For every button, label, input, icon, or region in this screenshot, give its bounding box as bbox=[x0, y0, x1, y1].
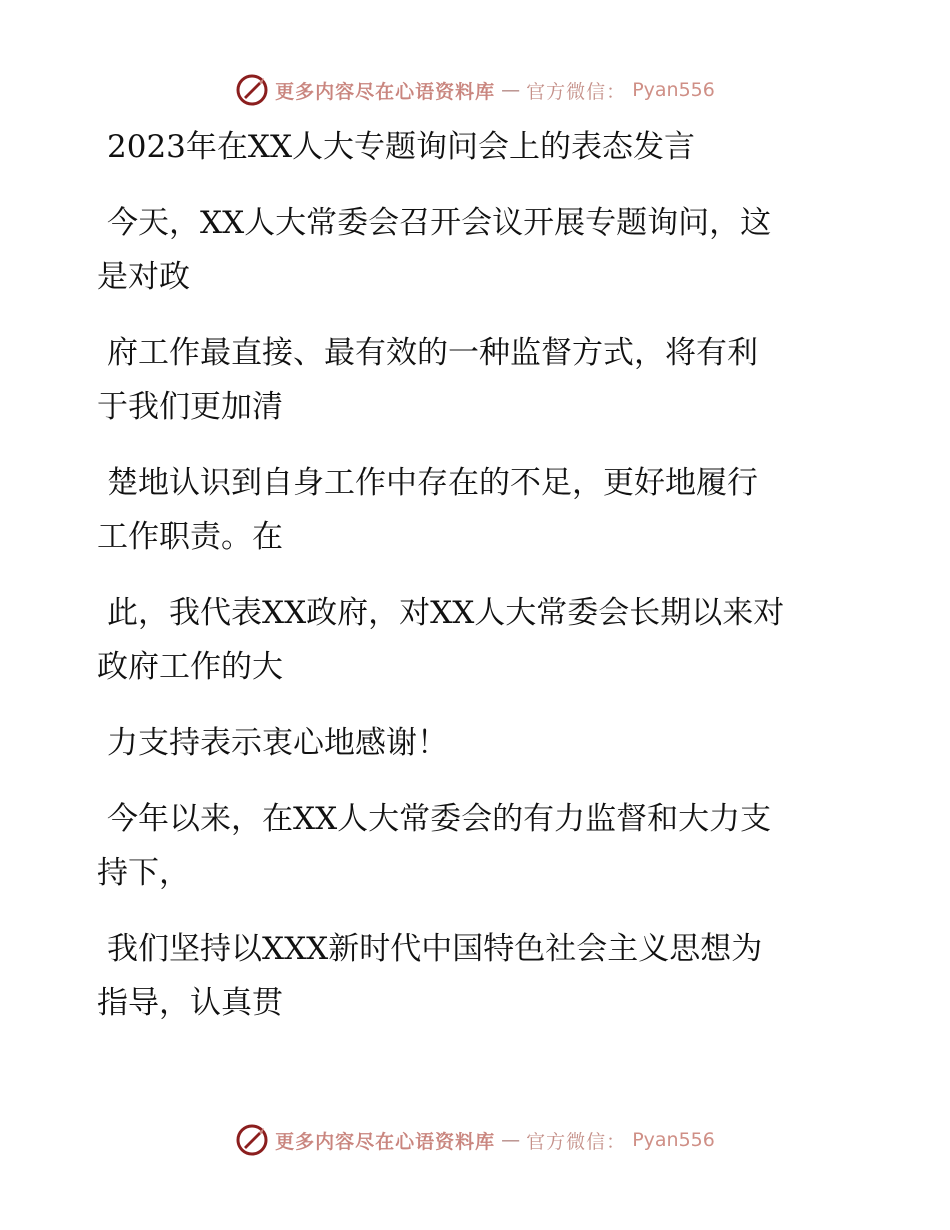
banner-dash: — bbox=[501, 1129, 521, 1151]
banner-main-text: 更多内容尽在心语资料库 bbox=[275, 80, 496, 103]
paragraph-line: 我们坚持以XXX新时代中国特色社会主义思想为 bbox=[107, 931, 763, 967]
paragraph-line: 力支持表示衷心地感谢！ bbox=[107, 725, 448, 761]
footer-banner bbox=[0, 1120, 950, 1160]
banner-dash: — bbox=[501, 79, 521, 101]
paragraph-line: 是对政 bbox=[97, 259, 190, 295]
paragraph-line: 持下， bbox=[97, 855, 190, 891]
paragraph-line: 政府工作的大 bbox=[97, 649, 283, 685]
paragraph-line: 此，我代表XX政府，对XX人大常委会长期以来对 bbox=[107, 595, 785, 631]
banner-wechat-id: Pyan556 bbox=[632, 79, 715, 101]
paragraph-line: 于我们更加清 bbox=[97, 389, 283, 425]
header-banner bbox=[0, 70, 950, 110]
footer-banner-inner bbox=[235, 1123, 715, 1157]
document-title: 2023年在XX人大专题询问会上的表态发言 bbox=[107, 129, 696, 165]
header-banner-inner bbox=[235, 73, 715, 107]
banner-sub-text: 官方微信： bbox=[526, 1130, 627, 1153]
paragraph-line: 府工作最直接、最有效的一种监督方式，将有利 bbox=[107, 335, 758, 371]
banner-main-text: 更多内容尽在心语资料库 bbox=[275, 1130, 496, 1153]
paragraph-line: 工作职责。在 bbox=[97, 519, 283, 555]
paragraph-line: 指导，认真贯 bbox=[97, 985, 283, 1021]
banner-wechat-id: Pyan556 bbox=[632, 1129, 715, 1151]
paragraph-line: 楚地认识到自身工作中存在的不足，更好地履行 bbox=[107, 465, 758, 501]
document-body bbox=[97, 120, 857, 1030]
quill-logo-icon bbox=[235, 1123, 269, 1157]
paragraph-line: 今年以来，在XX人大常委会的有力监督和大力支 bbox=[107, 801, 772, 837]
paragraph-line: 今天，XX人大常委会召开会议开展专题询问，这 bbox=[107, 205, 772, 241]
quill-logo-icon bbox=[235, 73, 269, 107]
banner-sub-text: 官方微信： bbox=[526, 80, 627, 103]
